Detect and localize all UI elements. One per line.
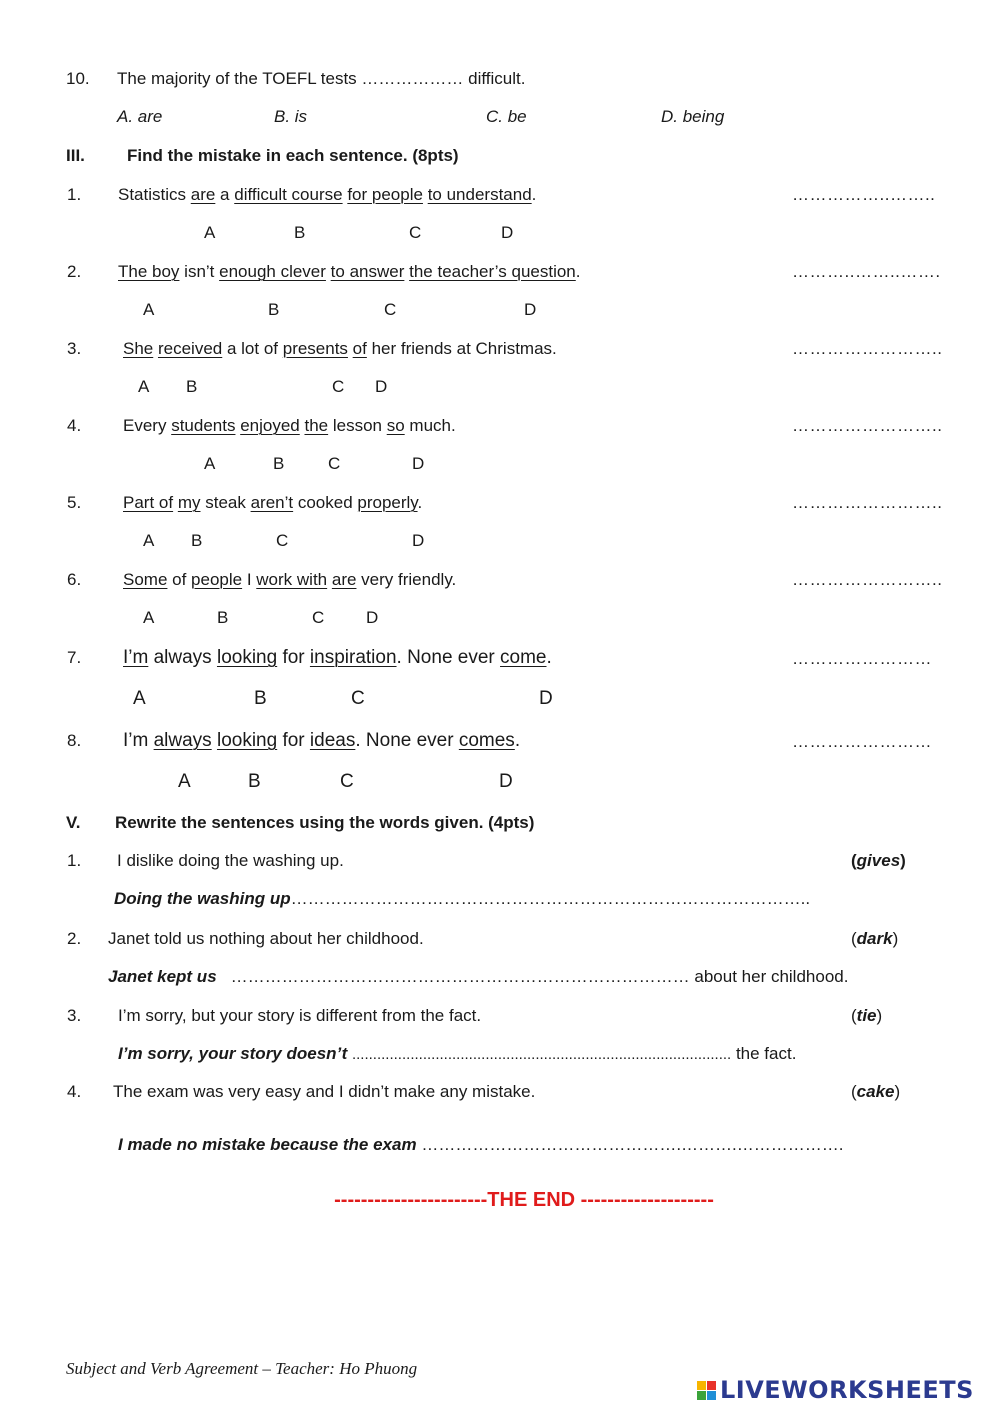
sentence: Some of people I work with are very friendly.	[123, 570, 457, 589]
letter-b: B	[248, 771, 261, 792]
item-number: 4.	[67, 1082, 82, 1101]
letter-c: C	[409, 223, 422, 242]
letter-d: D	[539, 688, 553, 709]
sentence: Part of my steak aren’t cooked properly.	[123, 493, 423, 512]
letter-d: D	[366, 608, 379, 627]
letter-c: C	[328, 454, 341, 473]
rewrite-prompt: The exam was very easy and I didn’t make any mistake.	[113, 1082, 536, 1101]
option-a: A. are	[117, 107, 163, 126]
sentence: She received a lot of presents of her friends at Christmas.	[123, 339, 557, 358]
question-text: The majority of the TOEFL tests ……………… difficult.	[117, 69, 526, 88]
item-number: 5.	[67, 493, 82, 512]
answer-blank[interactable]: ……………………..	[792, 493, 943, 512]
keyword-hint: (cake)	[851, 1082, 901, 1101]
letter-b: B	[268, 300, 280, 319]
section-title: Rewrite the sentences using the words given. (4pts)	[115, 813, 535, 832]
liveworksheets-logo-badge-icon	[697, 1381, 716, 1400]
liveworksheets-logo[interactable]	[697, 1378, 974, 1402]
item-number: 8.	[67, 731, 82, 750]
rewrite-line[interactable]: Doing the washing up………………………………………………………………………………..	[114, 889, 811, 908]
letter-b: B	[254, 688, 267, 709]
answer-blank[interactable]: ……………………..	[792, 570, 943, 589]
rewrite-prompt: Janet told us nothing about her childhood.	[108, 929, 424, 948]
item-number: 1.	[67, 851, 82, 870]
letter-d: D	[524, 300, 537, 319]
letter-d: D	[499, 771, 513, 792]
answer-blank[interactable]: ……………………	[792, 649, 932, 668]
letter-d: D	[412, 454, 425, 473]
sentence: I’m always looking for ideas. None ever comes.	[123, 730, 521, 751]
rewrite-prompt: I’m sorry, but your story is different from the fact.	[118, 1006, 482, 1025]
letter-a: A	[143, 531, 155, 550]
item-number: 2.	[67, 929, 82, 948]
section-number: III.	[66, 146, 85, 165]
letter-a: A	[138, 377, 150, 396]
letter-c: C	[351, 688, 365, 709]
letter-a: A	[143, 300, 155, 319]
rewrite-line[interactable]: Janet kept us ……………………………………………………………………… about her childhood.	[108, 967, 849, 986]
letter-b: B	[217, 608, 229, 627]
letter-b: B	[294, 223, 306, 242]
letter-d: D	[501, 223, 514, 242]
sentence: Statistics are a difficult course for people to understand.	[118, 185, 537, 204]
item-number: 7.	[67, 648, 82, 667]
answer-blank[interactable]: ………..……..…….	[792, 262, 941, 281]
keyword-hint: (gives)	[851, 851, 906, 870]
keyword-hint: (dark)	[851, 929, 899, 948]
item-number: 4.	[67, 416, 82, 435]
letter-a: A	[178, 771, 191, 792]
letter-c: C	[276, 531, 289, 550]
item-number: 3.	[67, 1006, 82, 1025]
question-number: 10.	[66, 69, 90, 88]
sentence: The boy isn’t enough clever to answer the teacher’s question.	[118, 262, 581, 281]
item-number: 2.	[67, 262, 82, 281]
option-c: C. be	[486, 107, 527, 126]
logo-text: LIVEWORKSHEETS	[720, 1376, 974, 1404]
letter-a: A	[133, 688, 146, 709]
letter-b: B	[186, 377, 198, 396]
item-number: 3.	[67, 339, 82, 358]
rewrite-line[interactable]: I’m sorry, your story doesn’t ........................................................................................... the fact.	[118, 1044, 797, 1063]
option-d: D. being	[661, 107, 725, 126]
letter-b: B	[191, 531, 203, 550]
item-number: 6.	[67, 570, 82, 589]
keyword-hint: (tie)	[851, 1006, 883, 1025]
answer-blank[interactable]: ……………………	[792, 732, 932, 751]
letter-c: C	[312, 608, 325, 627]
letter-c: C	[384, 300, 397, 319]
letter-a: A	[143, 608, 155, 627]
item-number: 1.	[67, 185, 82, 204]
letter-c: C	[340, 771, 354, 792]
footer-credit: Subject and Verb Agreement – Teacher: Ho Phuong	[66, 1359, 418, 1378]
option-b: B. is	[274, 107, 308, 126]
rewrite-prompt: I dislike doing the washing up.	[117, 851, 344, 870]
section-number: V.	[66, 813, 81, 832]
section-title: Find the mistake in each sentence. (8pts)	[127, 146, 459, 165]
letter-d: D	[375, 377, 388, 396]
answer-blank[interactable]: ……………………..	[792, 339, 943, 358]
answer-blank[interactable]: ……………………..	[792, 416, 943, 435]
letter-a: A	[204, 223, 216, 242]
letter-a: A	[204, 454, 216, 473]
sentence: I’m always looking for inspiration. None ever come.	[123, 647, 552, 668]
answer-blank[interactable]: ……………..……..	[792, 185, 936, 204]
letter-b: B	[273, 454, 285, 473]
letter-d: D	[412, 531, 425, 550]
rewrite-line[interactable]: I made no mistake because the exam ……………………………………….……….……………….	[118, 1135, 844, 1154]
letter-c: C	[332, 377, 345, 396]
the-end-banner: -----------------------THE END --------------------	[334, 1189, 714, 1211]
sentence: Every students enjoyed the lesson so much.	[123, 416, 456, 435]
